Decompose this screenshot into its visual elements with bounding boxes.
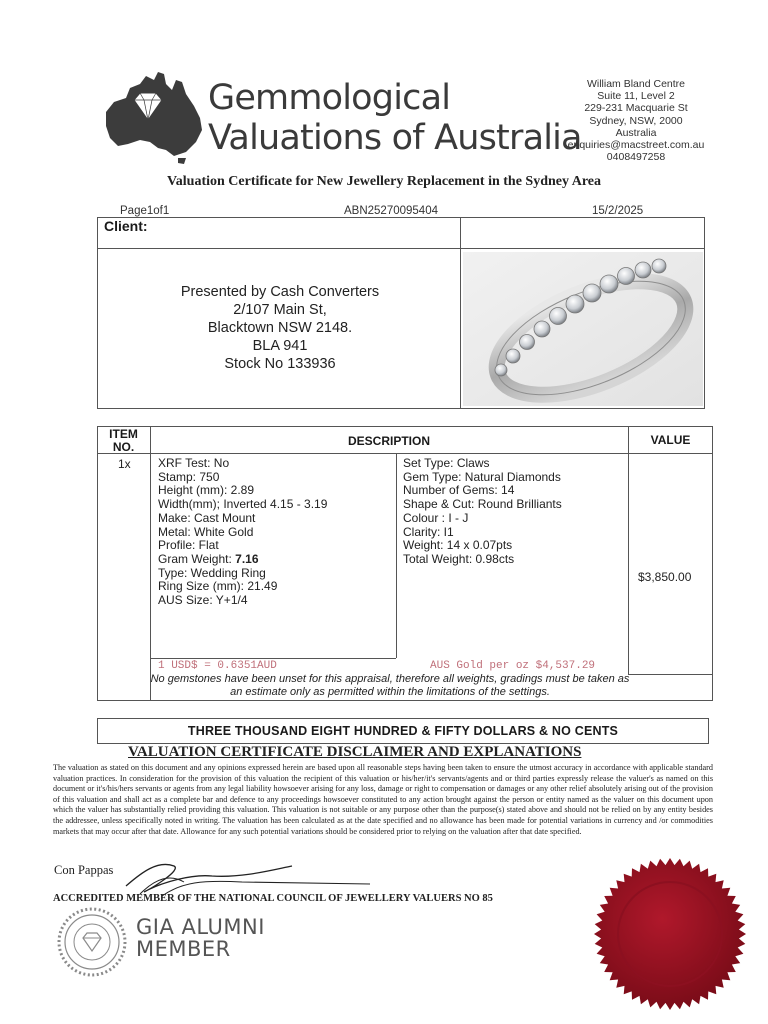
item-value: $3,850.00 (638, 570, 692, 584)
client-line: Blacktown NSW 2148. (207, 320, 353, 336)
client-line: 2/107 Main St, (233, 302, 327, 318)
contact-line: William Bland Centre (586, 78, 686, 90)
spec-line: AUS Size: Y+1/4 (158, 593, 248, 608)
disclaimer-title: VALUATION CERTIFICATE DISCLAIMER AND EXPLANATIONS (128, 744, 582, 760)
spec-line: Weight: 14 x 0.07pts (403, 538, 513, 553)
company-name-line2: Valuations of Australia (208, 118, 582, 158)
contact-block (556, 78, 716, 163)
spec-line: Height (mm): 2.89 (158, 483, 255, 498)
gold-price: AUS Gold per oz $4,537.29 (430, 660, 596, 672)
certificate-title: Valuation Certificate for New Jewellery Replacement in the Sydney Area (166, 174, 602, 189)
column-header-item-line2: NO. (112, 440, 135, 454)
abn-number: ABN25270095404 (344, 205, 438, 217)
client-line: BLA 941 (252, 338, 308, 354)
column-header-item (97, 428, 150, 454)
spec-line: Number of Gems: 14 (403, 483, 515, 498)
divider (628, 674, 713, 675)
spec-line: Clarity: I1 (403, 524, 454, 539)
contact-line: Suite 11, Level 2 (597, 90, 675, 103)
page-number: Page1of1 (120, 205, 170, 217)
spec-line: Colour : I - J (403, 510, 469, 525)
contact-line: Sydney, NSW, 2000 (589, 114, 683, 127)
client-line: Presented by Cash Converters (180, 284, 380, 300)
client-details (100, 283, 460, 373)
spec-line: Set Type: Claws (403, 456, 490, 470)
accreditation-line: ACCREDITED MEMBER OF THE NATIONAL COUNCIL OF JEWELLERY VALUERS NO 85 (53, 893, 493, 904)
column-header-value: VALUE (650, 433, 691, 447)
disclaimer-text: The valuation as stated on this document and any opinions expressed herein are based upon all reasonable steps having been taken to ensure the utmost accuracy in accordance with applicable standard valuation practices. In consideration for the provision of this valuation the recipient of this valuation or his/her/it's servants/agents and or third parties expressly release the valuer's as named on this document or it's/his/hers servants or agents from any legal liability howsoever arising for any loss, damage or right to compensation or damages or any other relief absolutely arising out of the provision of this valuation and shall act as a complete bar and defence to any proceedings howsoever constituted to any action brought against the person or entity named as the valuer on this document upon which the valuer has substantially relied providing this valuation. This valuation is not suitable or any purpose other than the purpose(s) stated above and should not be relied on by any entity besides the addressee, unless specifically noted in writing. The valuation has been calculated as at the date specified and no allowance has been made for potential variations in currency and /or commodities markets that may occur after that date. Allowance for any such potential variations should be considered prior to relying on the valuation after that date specified. (53, 763, 713, 836)
divider (97, 453, 713, 454)
australia-map-logo-icon (100, 68, 208, 164)
divider (460, 217, 461, 409)
gram-weight-label: Gram Weight: (158, 551, 236, 566)
red-wax-seal-icon (592, 856, 748, 1012)
column-header-description: DESCRIPTION (347, 434, 430, 448)
spec-line: Make: Cast Mount (158, 510, 256, 525)
spec-line: Ring Size (mm): 21.49 (158, 579, 278, 594)
divider (150, 658, 396, 659)
gia-seal-icon (56, 906, 128, 978)
divider (150, 426, 151, 701)
gram-weight-line (158, 553, 327, 567)
item-specs-right (403, 457, 562, 567)
amount-in-words: THREE THOUSAND EIGHT HUNDRED & FIFTY DOLLARS & NO CENTS (187, 724, 619, 738)
divider (628, 426, 629, 675)
gia-line1: GIA ALUMNI (136, 915, 265, 939)
gia-member-text (136, 916, 265, 960)
gram-weight-value: 7.16 (235, 551, 259, 566)
gemstone-note: No gemstones have been unset for this appraisal, therefore all weights, gradings must be taken as an estimate only as permitted within the limitations of the settings. (150, 673, 630, 698)
gia-line2: MEMBER (136, 937, 231, 961)
contact-email: enquiries@macstreet.com.au (567, 139, 705, 152)
item-specs-left (158, 457, 327, 608)
divider (396, 453, 397, 658)
spec-line: Total Weight: 0.98cts (403, 551, 515, 566)
spec-line: Type: Wedding Ring (158, 565, 266, 580)
spec-line: XRF Test: No (158, 456, 230, 470)
certificate-date: 15/2/2025 (592, 205, 644, 217)
contact-line: 229-231 Macquarie St (584, 102, 688, 115)
column-header-item-line1: ITEM (109, 427, 138, 441)
spec-line: Stamp: 750 (158, 469, 220, 484)
signatory-name: Con Pappas (54, 863, 114, 877)
item-number: 1x (118, 457, 131, 471)
spec-line: Shape & Cut: Round Brilliants (403, 497, 562, 512)
spec-line: Width(mm); Inverted 4.15 - 3.19 (158, 497, 328, 512)
contact-phone: 0408497258 (606, 151, 666, 164)
divider (97, 248, 705, 249)
company-name-line1: Gemmological (208, 78, 451, 118)
ring-photo (463, 252, 703, 406)
exchange-rate: 1 USD$ = 0.6351AUD (158, 660, 277, 672)
spec-line: Profile: Flat (158, 538, 219, 553)
client-line: Stock No 133936 (224, 356, 336, 372)
spec-line: Gem Type: Natural Diamonds (403, 469, 561, 484)
spec-line: Metal: White Gold (158, 524, 254, 539)
client-label: Client: (104, 218, 148, 234)
company-name (208, 78, 582, 158)
seal-edge (594, 858, 746, 1010)
contact-line: Australia (615, 126, 657, 139)
